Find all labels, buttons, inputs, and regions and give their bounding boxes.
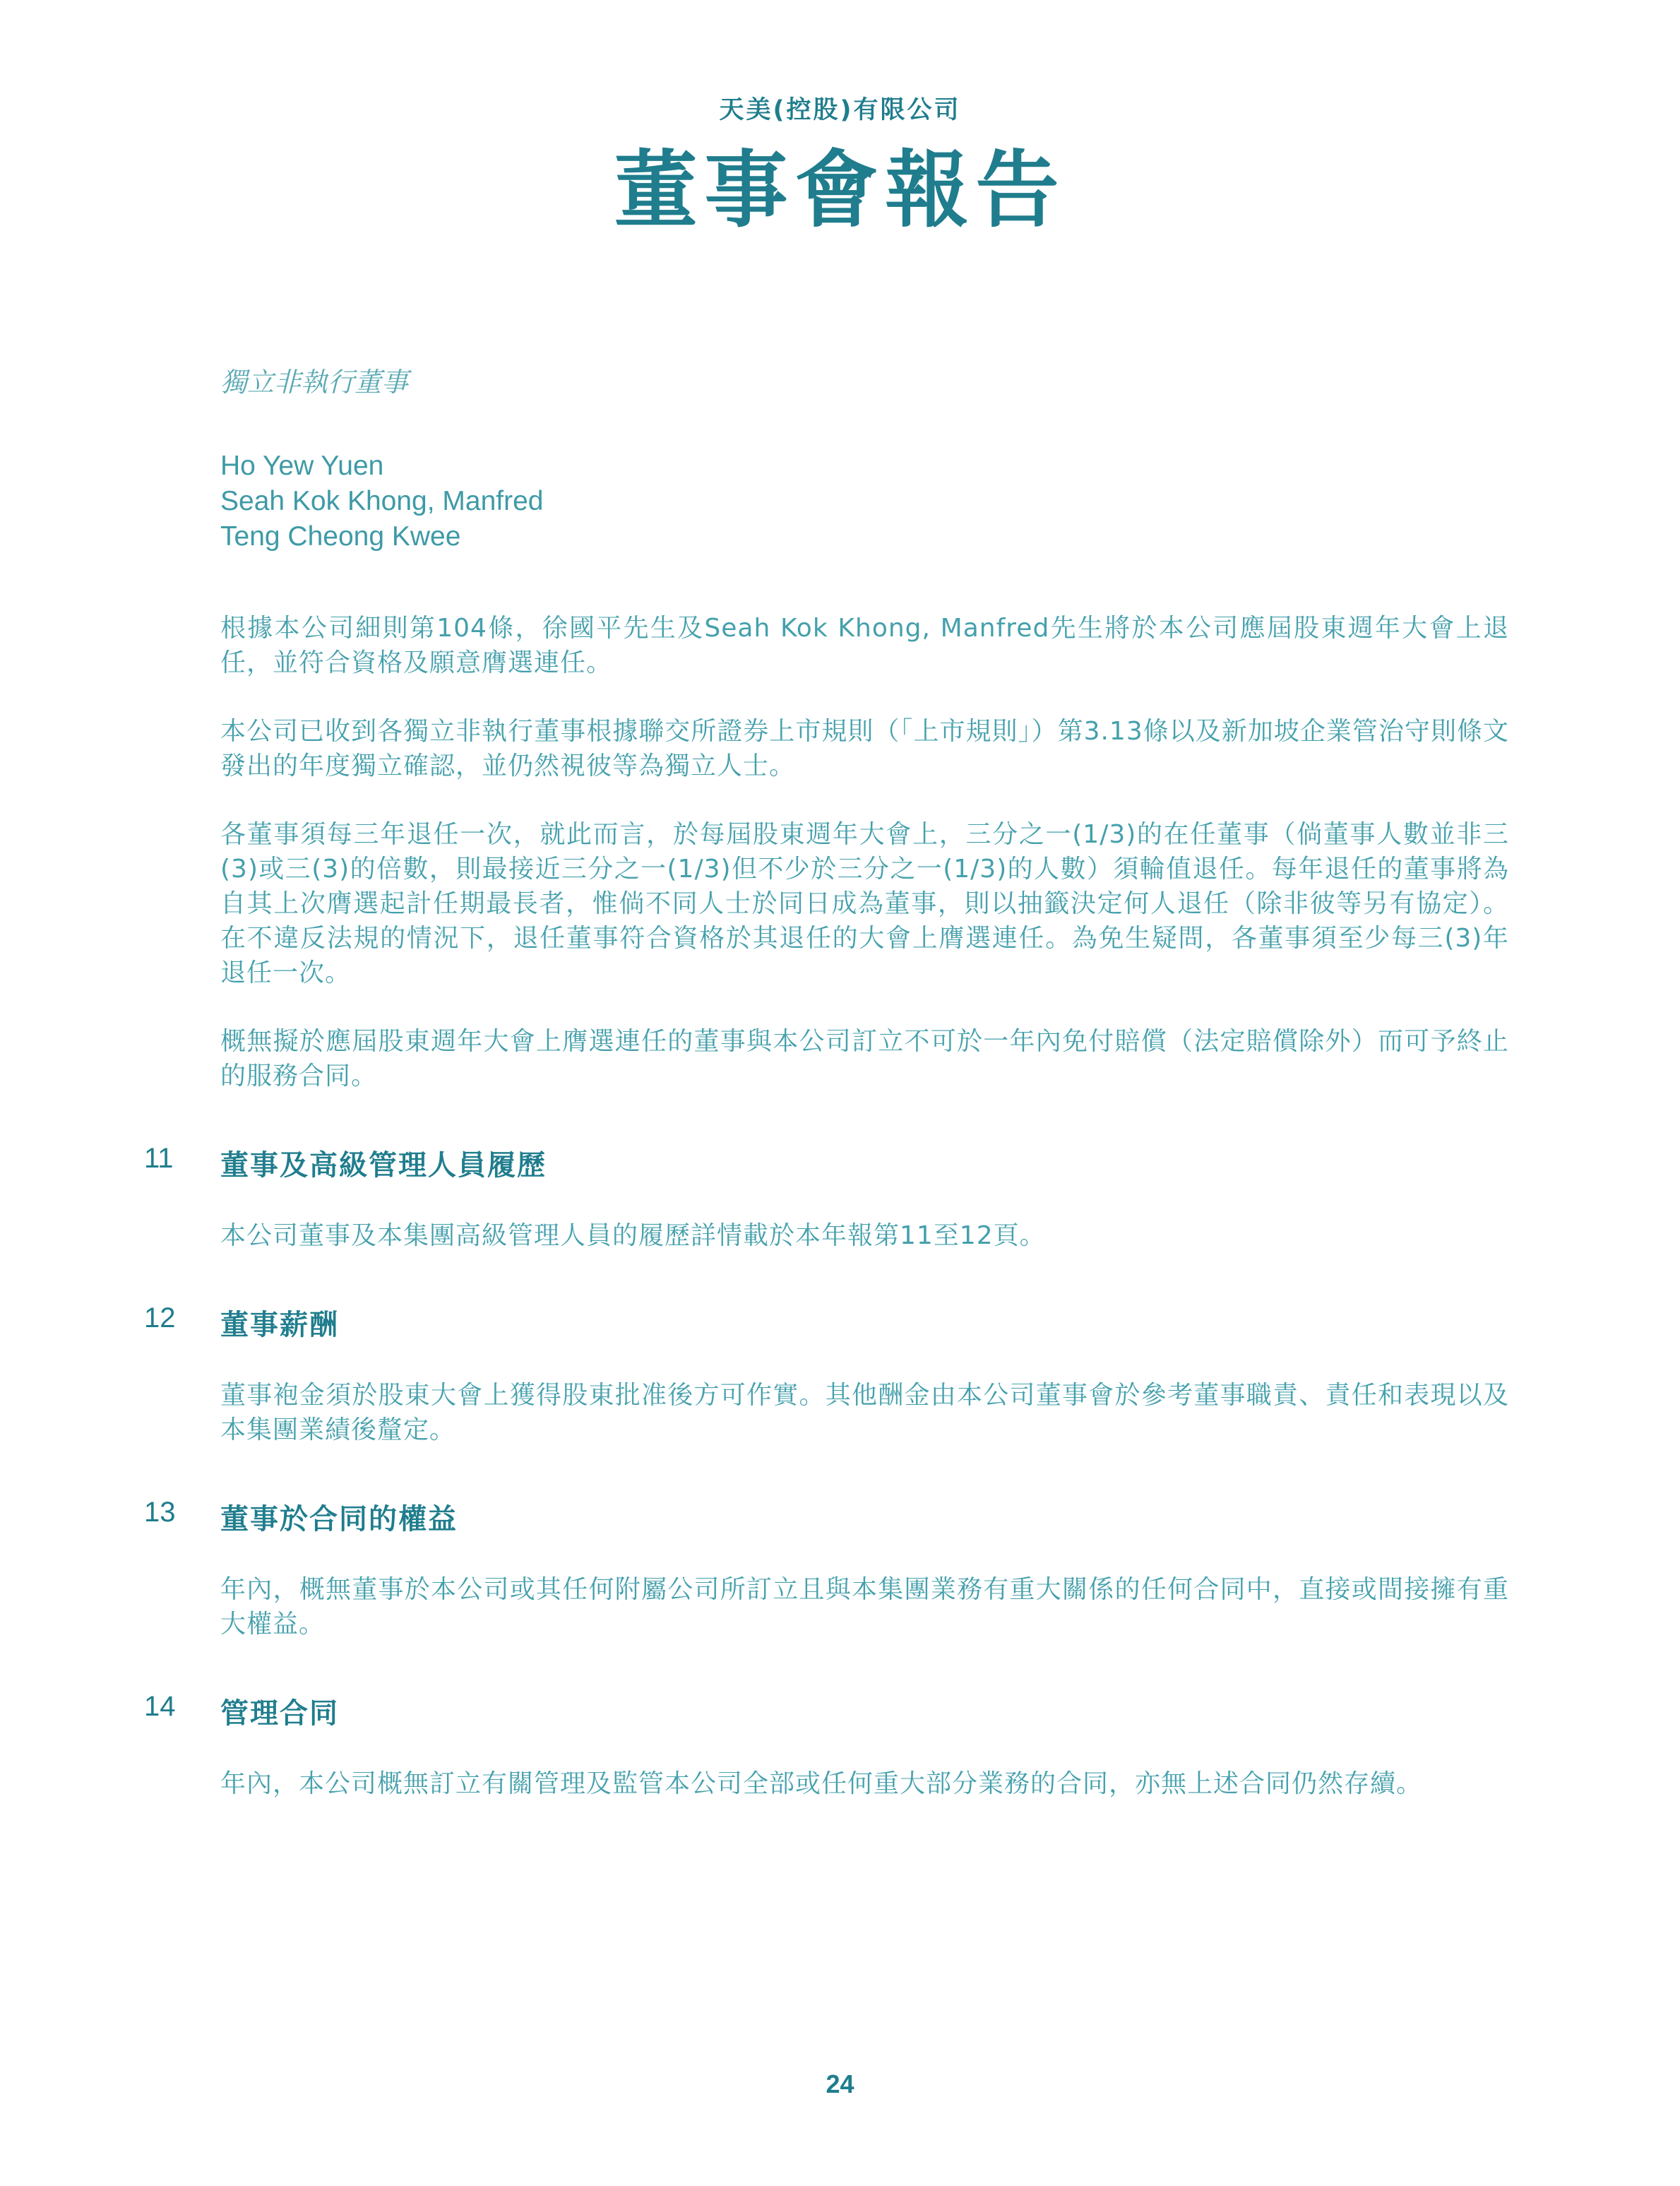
director-names-list bbox=[220, 449, 1509, 554]
director-name: Ho Yew Yuen bbox=[220, 451, 384, 481]
directors-subheading: 獨立非執行董事 bbox=[220, 367, 409, 398]
section-number: 13 bbox=[144, 1497, 176, 1528]
section-body: 本公司董事及本集團高級管理人員的履歷詳情載於本年報第11至12頁。 bbox=[220, 1221, 1046, 1250]
section-title: 管理合同 bbox=[220, 1697, 339, 1730]
section-title: 董事及高級管理人員履歷 bbox=[220, 1149, 547, 1182]
paragraph-service-contracts: 概無擬於應屆股東週年大會上膺選連任的董事與本公司訂立不可於一年內免付賠償（法定賠償除外）而可予終止的服務合同。 bbox=[220, 1027, 1509, 1091]
section-12 bbox=[144, 1302, 1509, 1447]
section-11 bbox=[144, 1143, 1509, 1253]
page-title: 董事會報告 bbox=[614, 141, 1066, 239]
paragraph-rotation: 各董事須每三年退任一次，就此而言，於每屆股東週年大會上，三分之一(1/3)的在任董事（倘董事人數並非三(3)或三(3)的倍數，則最接近三分之一(1/3)但不少於三分之一(1/3)的人數）須輪值退任。每年退任的董事將為自其上次膺選起計任期最長者，惟倘不同人士於同日成為董事，則以抽籤決定何人退任（除非彼等另有協定）。在不違反法規的情況下，退任董事符合資格於其退任的大會上膺選連任。為免生疑問，各董事須至少每三(3)年退任一次。 bbox=[220, 820, 1509, 987]
paragraph-reelection: 根據本公司細則第104條，徐國平先生及Seah Kok Khong, Manfred先生將於本公司應屆股東週年大會上退任，並符合資格及願意膺選連任。 bbox=[220, 614, 1509, 677]
section-number: 11 bbox=[144, 1143, 174, 1174]
section-title: 董事於合同的權益 bbox=[220, 1503, 458, 1535]
page-number: 24 bbox=[826, 2069, 854, 2098]
section-13 bbox=[144, 1497, 1509, 1641]
section-number: 14 bbox=[144, 1691, 176, 1722]
report-body bbox=[144, 360, 1509, 1835]
section-body: 年內，概無董事於本公司或其任何附屬公司所訂立且與本集團業務有重大關係的任何合同中，直接或間接擁有重大權益。 bbox=[220, 1575, 1509, 1639]
section-14 bbox=[144, 1691, 1509, 1801]
section-body: 董事袍金須於股東大會上獲得股東批准後方可作實。其他酬金由本公司董事會於參考董事職責、責任和表現以及本集團業績後釐定。 bbox=[220, 1381, 1509, 1444]
section-number: 12 bbox=[144, 1302, 176, 1333]
director-name: Seah Kok Khong, Manfred bbox=[220, 486, 544, 516]
director-name: Teng Cheong Kwee bbox=[220, 521, 461, 552]
company-name: 天美(控股)有限公司 bbox=[719, 96, 961, 124]
paragraph-independence: 本公司已收到各獨立非執行董事根據聯交所證券上市規則（「上市規則」）第3.13條以及新加坡企業管治守則條文發出的年度獨立確認，並仍然視彼等為獨立人士。 bbox=[220, 717, 1509, 780]
section-body: 年內，本公司概無訂立有關管理及監管本公司全部或任何重大部分業務的合同，亦無上述合同仍然存續。 bbox=[220, 1769, 1423, 1798]
section-title: 董事薪酬 bbox=[220, 1309, 339, 1341]
